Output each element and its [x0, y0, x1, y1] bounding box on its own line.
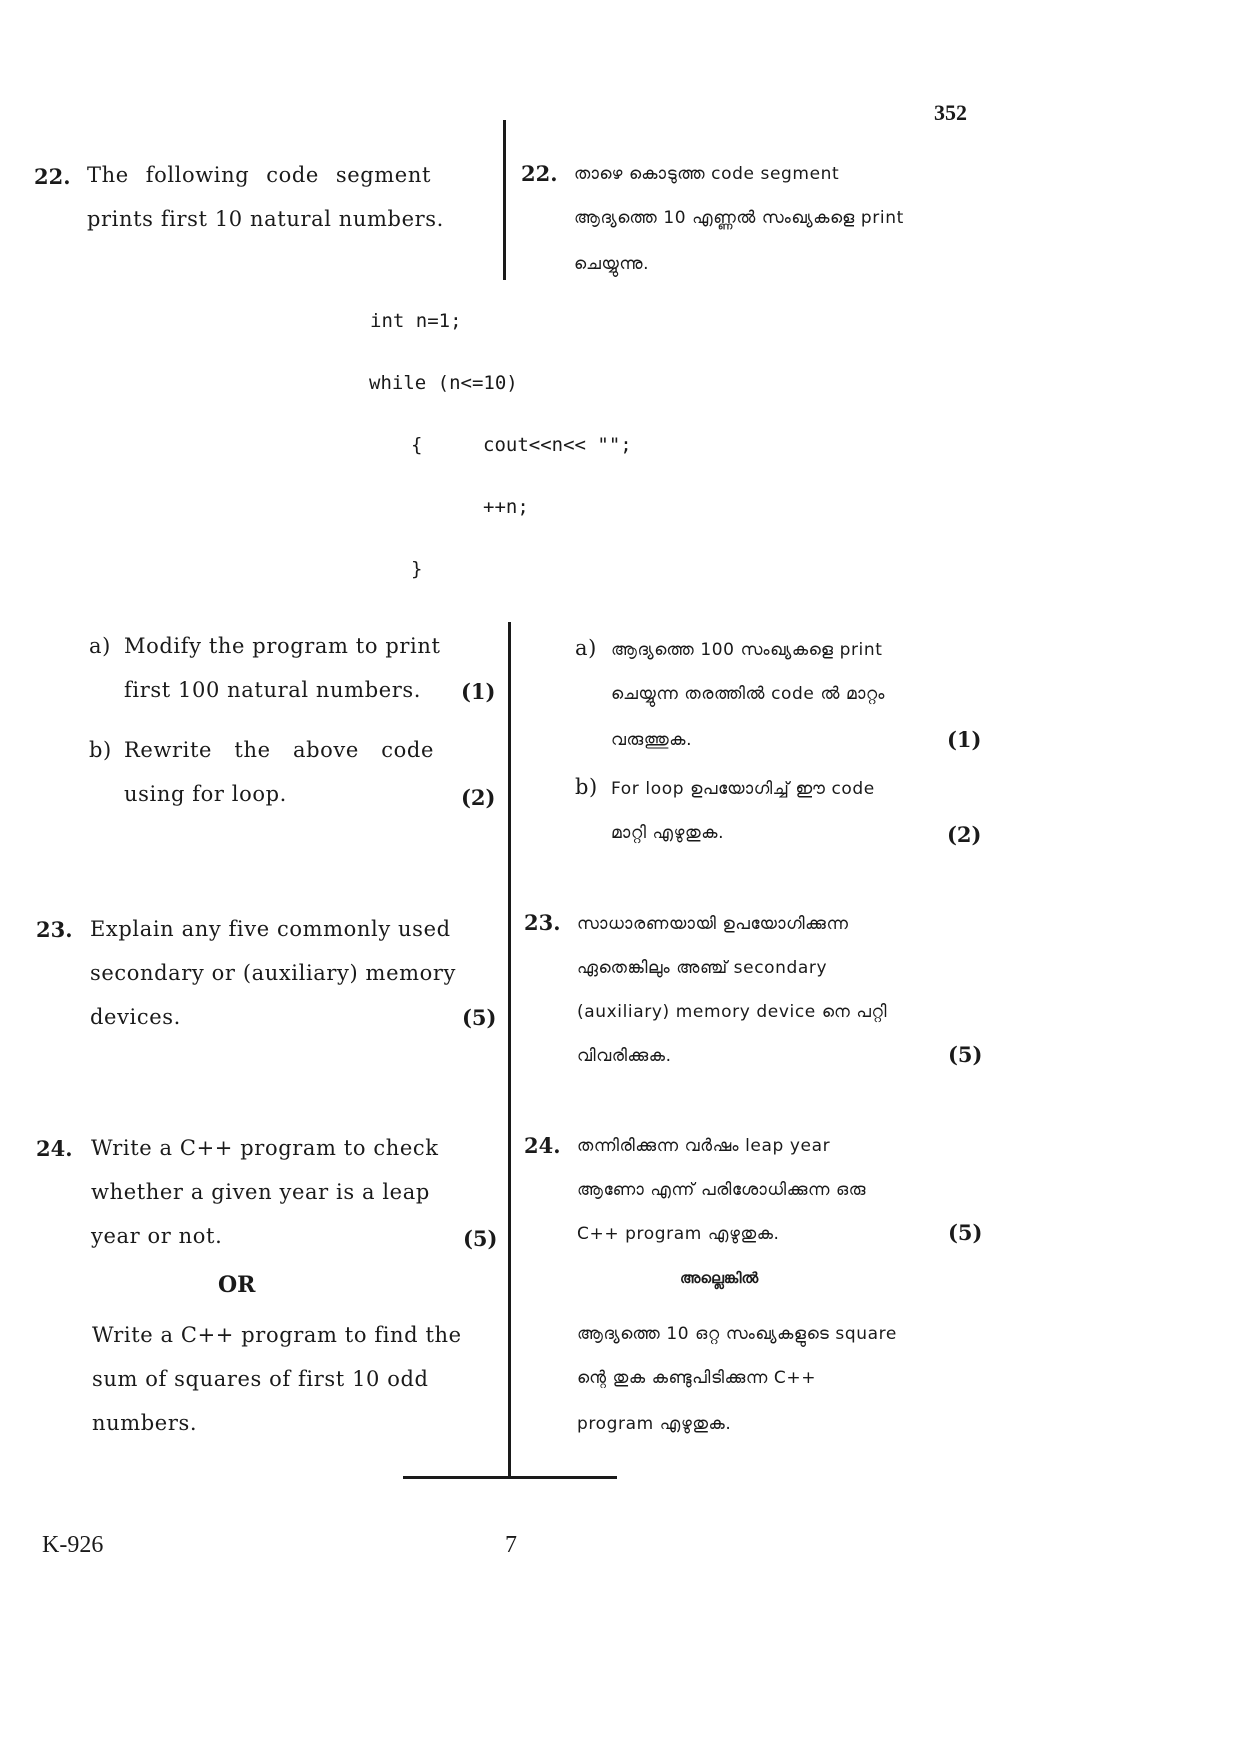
q24-en-line3: year or not. — [91, 1224, 223, 1248]
q24-en-line2: whether a given year is a leap — [91, 1180, 430, 1204]
q22-ml-line2 — [574, 194, 930, 240]
q24-ml-line3 — [577, 1210, 780, 1256]
q23-en-marks: (5) — [462, 1005, 497, 1030]
q24-ml-alt-line2 — [577, 1354, 935, 1400]
q24-ml-or-label — [680, 1268, 758, 1287]
q22-ml-line2-text: ആദ്യത്തെ 10 എണ്ണൽ സംഖ്യകളെ print — [574, 208, 904, 228]
footer-page-number: 7 — [505, 1532, 517, 1558]
q22b-ml-line1 — [611, 765, 934, 811]
q23-ml-number: 23. — [524, 910, 561, 935]
end-rule — [403, 1476, 617, 1479]
q22b-ml-line2 — [611, 809, 724, 855]
code-open-brace: { — [411, 434, 423, 456]
q24-ml-alt-line2-text: ന്റെ തുക കണ്ടുപിടിക്കുന്ന C++ — [577, 1368, 817, 1388]
q22a-label: a) — [89, 634, 111, 658]
q24-or-label: OR — [218, 1272, 256, 1298]
code-close-brace: } — [411, 558, 423, 580]
q23-en-line1: Explain any five commonly used — [90, 917, 451, 941]
q24-ml-line3-text: C++ program എഴുതുക. — [577, 1224, 780, 1244]
q23-ml-line1 — [577, 900, 934, 946]
q24-ml-line1-text: തന്നിരിക്കുന്ന വർഷം leap year — [577, 1136, 831, 1156]
q22-en-line1: The following code segment — [87, 163, 431, 187]
q24-en-line1: Write a C++ program to check — [91, 1136, 439, 1160]
q22a-ml-label: a) — [575, 636, 597, 660]
q23-en-line3: devices. — [90, 1005, 181, 1029]
q22-ml-line1 — [574, 150, 930, 196]
q22-ml-line1-text: താഴെ കൊടുത്ത code segment — [574, 164, 840, 184]
q23-ml-line1-text: സാധാരണയായി ഉപയോഗിക്കുന്ന — [577, 914, 849, 934]
q22b-ml-marks: (2) — [947, 822, 982, 847]
q22b-ml-label: b) — [575, 775, 598, 799]
q23-ml-line4-text: വിവരിക്കുക. — [577, 1046, 672, 1066]
q23-ml-line2 — [577, 944, 934, 990]
q24-alt-line1: Write a C++ program to find the — [92, 1323, 462, 1347]
code-line-1: int n=1; — [370, 310, 462, 332]
q22a-en-line2: first 100 natural numbers. — [124, 678, 422, 702]
q22a-en-line1: Modify the program to print — [124, 634, 441, 658]
q23-ml-line4 — [577, 1032, 672, 1078]
q22b-ml-line2-text: മാറ്റി എഴുതുക. — [611, 823, 725, 843]
code-line-2: while (n<=10) — [369, 372, 518, 394]
q24-ml-alt-line1 — [577, 1310, 935, 1356]
q24-ml-number: 24. — [524, 1133, 561, 1158]
code-line-3: cout<<n<< ""; — [483, 434, 632, 456]
q22-number: 22. — [34, 164, 71, 189]
q24-ml-alt-line1-text: ആദ്യത്തെ 10 ഒറ്റ സംഖ്യകളുടെ square — [577, 1324, 897, 1344]
q24-ml-alt-line3-text: program എഴുതുക. — [577, 1414, 732, 1434]
q22a-ml-marks: (1) — [947, 727, 982, 752]
q24-ml-line2-text: ആണോ എന്ന് പരിശോധിക്കുന്ന ഒരു — [577, 1180, 867, 1200]
q22-ml-number: 22. — [521, 161, 558, 186]
column-divider-main — [508, 622, 511, 1478]
q22b-en-line1: Rewrite the above code — [124, 738, 434, 762]
q23-number: 23. — [36, 917, 73, 942]
q24-ml-alt-line3 — [577, 1400, 731, 1446]
q24-number: 24. — [36, 1136, 73, 1161]
q22a-en-marks: (1) — [461, 679, 496, 704]
q22-ml-line3-text: ചെയ്യുന്നു. — [574, 254, 650, 274]
footer-code: K-926 — [42, 1532, 104, 1558]
q22a-ml-line1-text: ആദ്യത്തെ 100 സംഖ്യകളെ print — [611, 640, 883, 660]
q22a-ml-line1 — [611, 626, 934, 672]
q23-ml-line3 — [577, 988, 934, 1034]
q22a-ml-line3-text: വരുത്തുക. — [611, 730, 693, 750]
q23-ml-marks: (5) — [948, 1042, 983, 1067]
q24-en-marks: (5) — [463, 1226, 498, 1251]
q22a-ml-line3 — [611, 716, 692, 762]
q24-alt-line2: sum of squares of first 10 odd — [92, 1367, 429, 1391]
q24-ml-line2 — [577, 1166, 934, 1212]
q22b-label: b) — [89, 738, 112, 762]
q22a-ml-line2 — [611, 670, 934, 716]
q24-alt-line3: numbers. — [92, 1411, 198, 1435]
q23-ml-line2-text: ഏതെങ്കിലും അഞ്ച് secondary — [577, 958, 828, 978]
q24-ml-line1 — [577, 1122, 934, 1168]
code-line-4: ++n; — [483, 496, 529, 518]
q22b-en-marks: (2) — [461, 785, 496, 810]
q24-ml-marks: (5) — [948, 1220, 983, 1245]
q22b-ml-line1-text: For loop ഉപയോഗിച്ച് ഈ code — [611, 779, 875, 799]
q23-en-line2: secondary or (auxiliary) memory — [90, 961, 456, 985]
q22a-ml-line2-text: ചെയ്യുന്ന തരത്തിൽ code ൽ മാറ്റം — [611, 684, 885, 704]
q22-en-line2: prints first 10 natural numbers. — [87, 207, 444, 231]
q22b-en-line2: using for loop. — [124, 782, 287, 806]
page-code: 352 — [934, 100, 967, 125]
column-divider-top — [503, 120, 506, 280]
q24-ml-or-label-text: അല്ലെങ്കിൽ — [680, 1269, 759, 1287]
q22-ml-line3 — [574, 240, 649, 286]
q23-ml-line3-text: (auxiliary) memory device നെ പറ്റി — [577, 1002, 888, 1022]
